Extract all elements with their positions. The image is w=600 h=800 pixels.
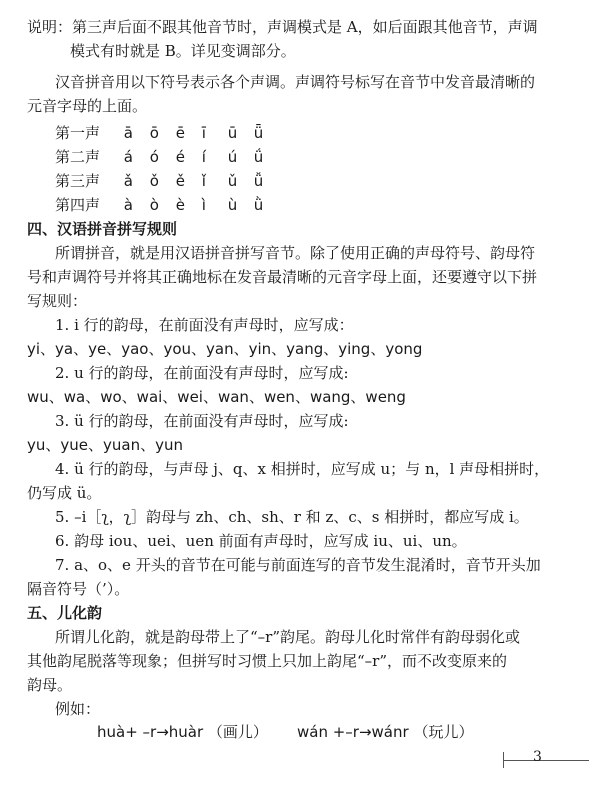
tone-label: 第二声 — [55, 148, 101, 166]
section-4-heading: 四、汉语拼音拼写规则 — [27, 220, 178, 238]
tone-mark: ē — [175, 124, 186, 142]
footer-rule — [503, 760, 589, 761]
rule-7-line-1: 7. a、o、e 开头的音节在可能与前面连写的音节发生混淆时，音节开头加 — [55, 556, 541, 574]
page-number: 3 — [533, 749, 542, 765]
note-line-1: 说明：第三声后面不跟其他音节时，声调模式是 A，如后面跟其他音节，声调 — [27, 18, 538, 36]
tone-mark: ā — [123, 124, 133, 142]
tone-row-4 — [55, 195, 280, 215]
tone-mark: ǚ — [253, 172, 264, 190]
tone-mark: é — [175, 148, 186, 166]
example-2: wán +–r→wánr （玩儿） — [297, 723, 474, 741]
intro-line-1: 汉音拼音用以下符号表示各个声调。声调符号标写在音节中发音最清晰的 — [55, 73, 536, 91]
tone-mark: ù — [227, 196, 238, 214]
tone-mark: ǜ — [253, 196, 264, 214]
rule-4-line-2: 仍写成 ü。 — [27, 484, 102, 502]
section-5-para-line-3: 韵母。 — [27, 676, 73, 694]
example-label: 例如： — [55, 700, 101, 718]
section-4-para-line-1: 所谓拼音，就是用汉语拼音拼写音节。除了使用正确的声母符号、韵母符 — [55, 244, 536, 262]
tone-mark: ǔ — [227, 172, 238, 190]
section-5-para-line-1: 所谓儿化韵，就是韵母带上了“–r”韵尾。韵母儿化时常伴有韵母弱化或 — [55, 628, 521, 646]
tone-mark: è — [175, 196, 186, 214]
tone-label: 第一声 — [55, 124, 101, 142]
section-4-para-line-2: 号和声调符号并将其正确地标在发音最清晰的元音字母上面，还要遵守以下拼 — [27, 268, 538, 286]
tone-label: 第三声 — [55, 172, 101, 190]
rule-2: 2. u 行的韵母，在前面没有声母时，应写成: — [55, 364, 349, 382]
tone-row-2 — [55, 147, 280, 167]
section-5-para-line-2: 其他韵尾脱落等现象；但拼写时习惯上只加上韵尾“–r”，而不改变原来的 — [27, 652, 508, 670]
example-1: huà+ –r→huàr （画儿） — [97, 723, 268, 741]
rule-4-line-1: 4. ü 行的韵母，与声母 j、q、x 相拼时，应写成 u；与 n，l 声母相拼时， — [55, 460, 550, 478]
tone-row-3 — [55, 171, 280, 191]
rule-1: 1. i 行的韵母，在前面没有声母时，应写成： — [55, 316, 354, 334]
tone-mark: í — [201, 148, 206, 166]
section-4-para-line-3: 写规则： — [27, 292, 88, 310]
rule-1-example: yi、ya、ye、yao、you、yan、yin、yang、ying、yong — [27, 340, 423, 358]
tone-mark: ò — [149, 196, 159, 214]
tone-label: 第四声 — [55, 196, 101, 214]
tone-mark: ó — [149, 148, 159, 166]
rule-2-example: wu、wa、wo、wai、wei、wan、wen、wang、weng — [27, 388, 406, 406]
tone-mark: á — [123, 148, 133, 166]
tone-mark: ū — [227, 124, 238, 142]
tone-mark: ī — [201, 124, 206, 142]
rule-6: 6. 韵母 iou、uei、uen 前面有声母时，应写成 iu、ui、un。 — [55, 532, 467, 550]
rule-5: 5. –i［ʅ，ʅ］韵母与 zh、ch、sh、r 和 z、c、s 相拼时，都应写成 i。 — [55, 508, 529, 526]
rule-3: 3. ü 行的韵母，在前面没有声母时，应写成: — [55, 412, 349, 430]
tone-mark: ō — [149, 124, 159, 142]
note-line-2: 模式有时就是 B。详见变调部分。 — [70, 42, 296, 60]
tone-mark: ǎ — [123, 172, 133, 190]
tone-row-1 — [55, 123, 280, 143]
tone-mark: à — [123, 196, 133, 214]
rule-7-line-2: 隔音符号（’）。 — [27, 580, 130, 598]
tone-mark: ì — [201, 196, 206, 214]
intro-line-2: 元音字母的上面。 — [27, 97, 148, 115]
tone-mark: ě — [175, 172, 186, 190]
tone-mark: ú — [227, 148, 238, 166]
section-5-heading: 五、儿化韵 — [27, 604, 103, 622]
tone-mark: ǐ — [201, 172, 206, 190]
tone-mark: ǘ — [253, 148, 264, 166]
tone-mark: ǒ — [149, 172, 159, 190]
tone-mark: ǖ — [253, 124, 264, 142]
rule-3-example: yu、yue、yuan、yun — [27, 436, 183, 454]
